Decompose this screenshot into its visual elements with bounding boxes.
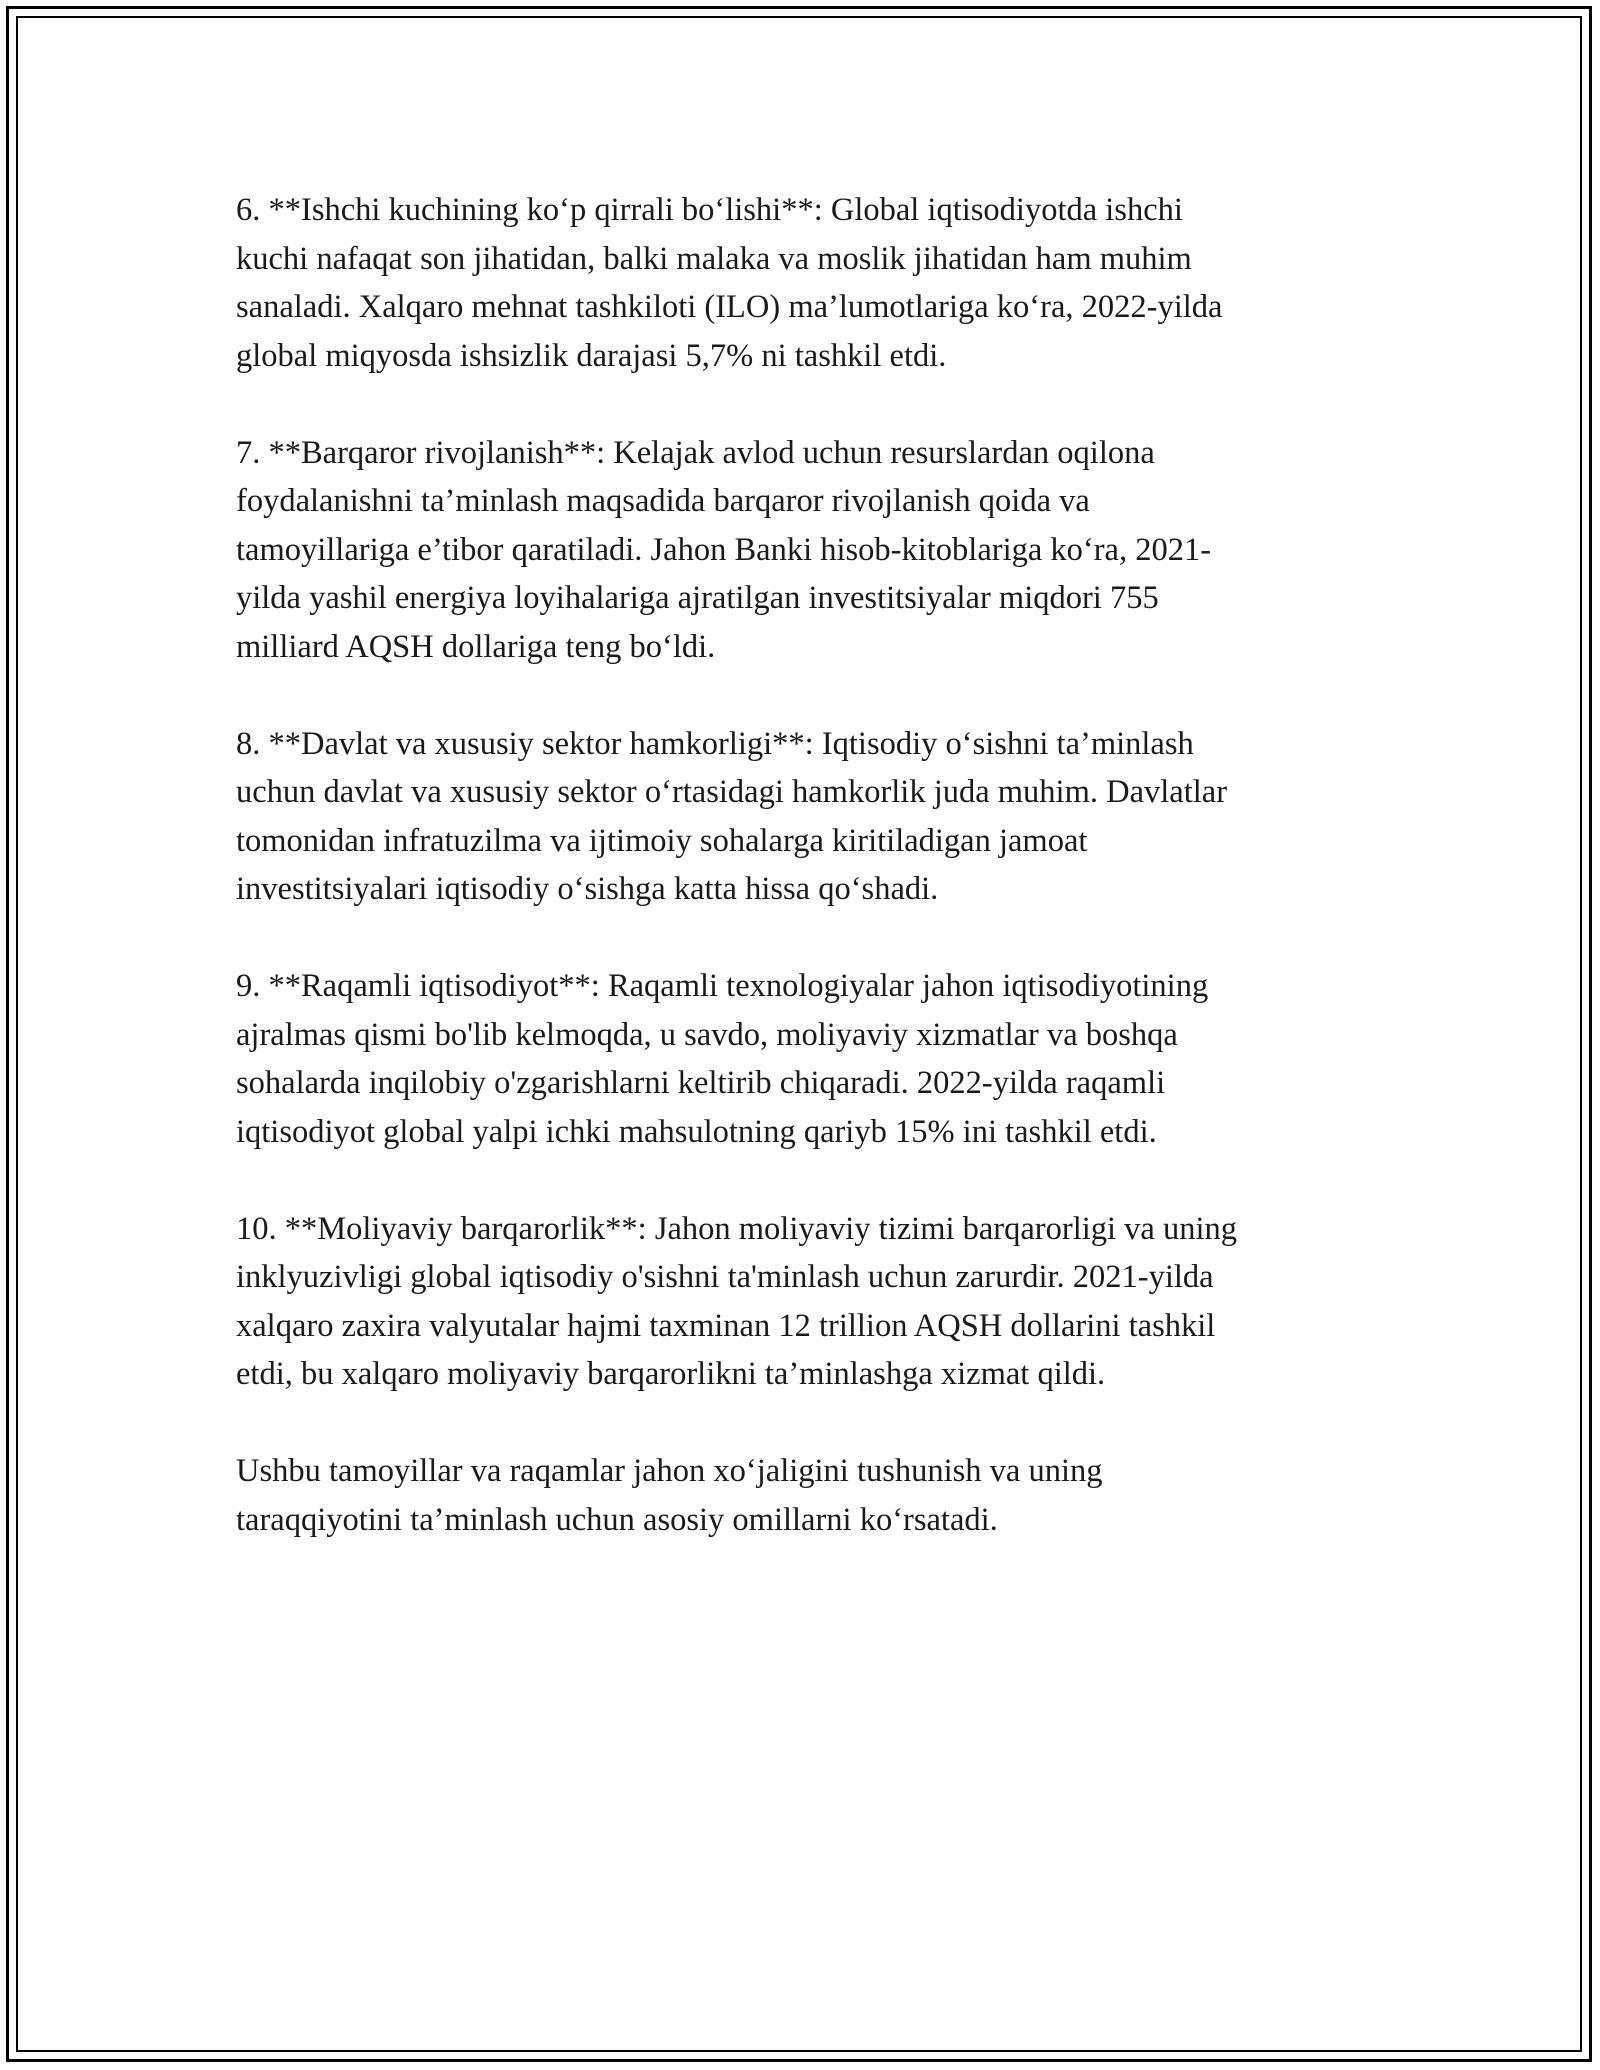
paragraph-item-7: 7. **Barqaror rivojlanish**: Kelajak avlod uchun resurslardan oqilona foydalanishni ta’minlash maqsadida barqaror rivojlanish qoida va tamoyillariga e’tibor qaratiladi. Jahon Banki hisob-kitoblariga ko‘ra, 2021- yilda yashil energiya loyihalariga ajratilgan investitsiyalar miqdori 755 milliard AQSH dollariga teng bo‘ldi. bbox=[236, 434, 1212, 665]
paragraph-item-6: 6. **Ishchi kuchining ko‘p qirrali bo‘lishi**: Global iqtisodiyotda ishchi kuchi nafaqat son jihatidan, balki malaka va moslik jihatidan ham muhim sanaladi. Xalqaro mehnat tashkiloti (ILO) ma’lumotlariga ko‘ra, 2022-yilda global miqyosda ishsizlik darajasi 5,7% ni tashkil etdi. bbox=[236, 192, 1223, 374]
paragraph-item-8: 8. **Davlat va xususiy sektor hamkorligi**: Iqtisodiy o‘sishni ta’minlash uchun davlat va xususiy sektor o‘rtasidagi hamkorlik juda muhim. Davlatlar tomonidan infratuzilma va ijtimoiy sohalarga kiritiladigan jamoat investitsiyalari iqtisodiy o‘sishga katta hissa qo‘shadi. bbox=[236, 725, 1228, 907]
document-body bbox=[236, 186, 1386, 1593]
paragraph-item-9: 9. **Raqamli iqtisodiyot**: Raqamli texnologiyalar jahon iqtisodiyotining ajralmas qismi bo'lib kelmoqda, u savdo, moliyaviy xizmatlar va boshqa sohalarda inqilobiy o'zgarishlarni keltirib chiqaradi. 2022-yilda raqamli iqtisodiyot global yalpi ichki mahsulotning qariyb 15% ini tashkil etdi. bbox=[236, 968, 1209, 1150]
paragraph-item-10: 10. **Moliyaviy barqarorlik**: Jahon moliyaviy tizimi barqarorligi va uning inklyuzivligi global iqtisodiy o'sishni ta'minlash uchun zarurdir. 2021-yilda xalqaro zaxira valyutalar hajmi taxminan 12 trillion AQSH dollarini tashkil etdi, bu xalqaro moliyaviy barqarorlikni ta’minlashga xizmat qildi. bbox=[236, 1210, 1237, 1392]
paragraph-conclusion: Ushbu tamoyillar va raqamlar jahon xo‘jaligini tushunish va uning taraqqiyotini ta’minlash uchun asosiy omillarni ko‘rsatadi. bbox=[236, 1453, 1103, 1538]
